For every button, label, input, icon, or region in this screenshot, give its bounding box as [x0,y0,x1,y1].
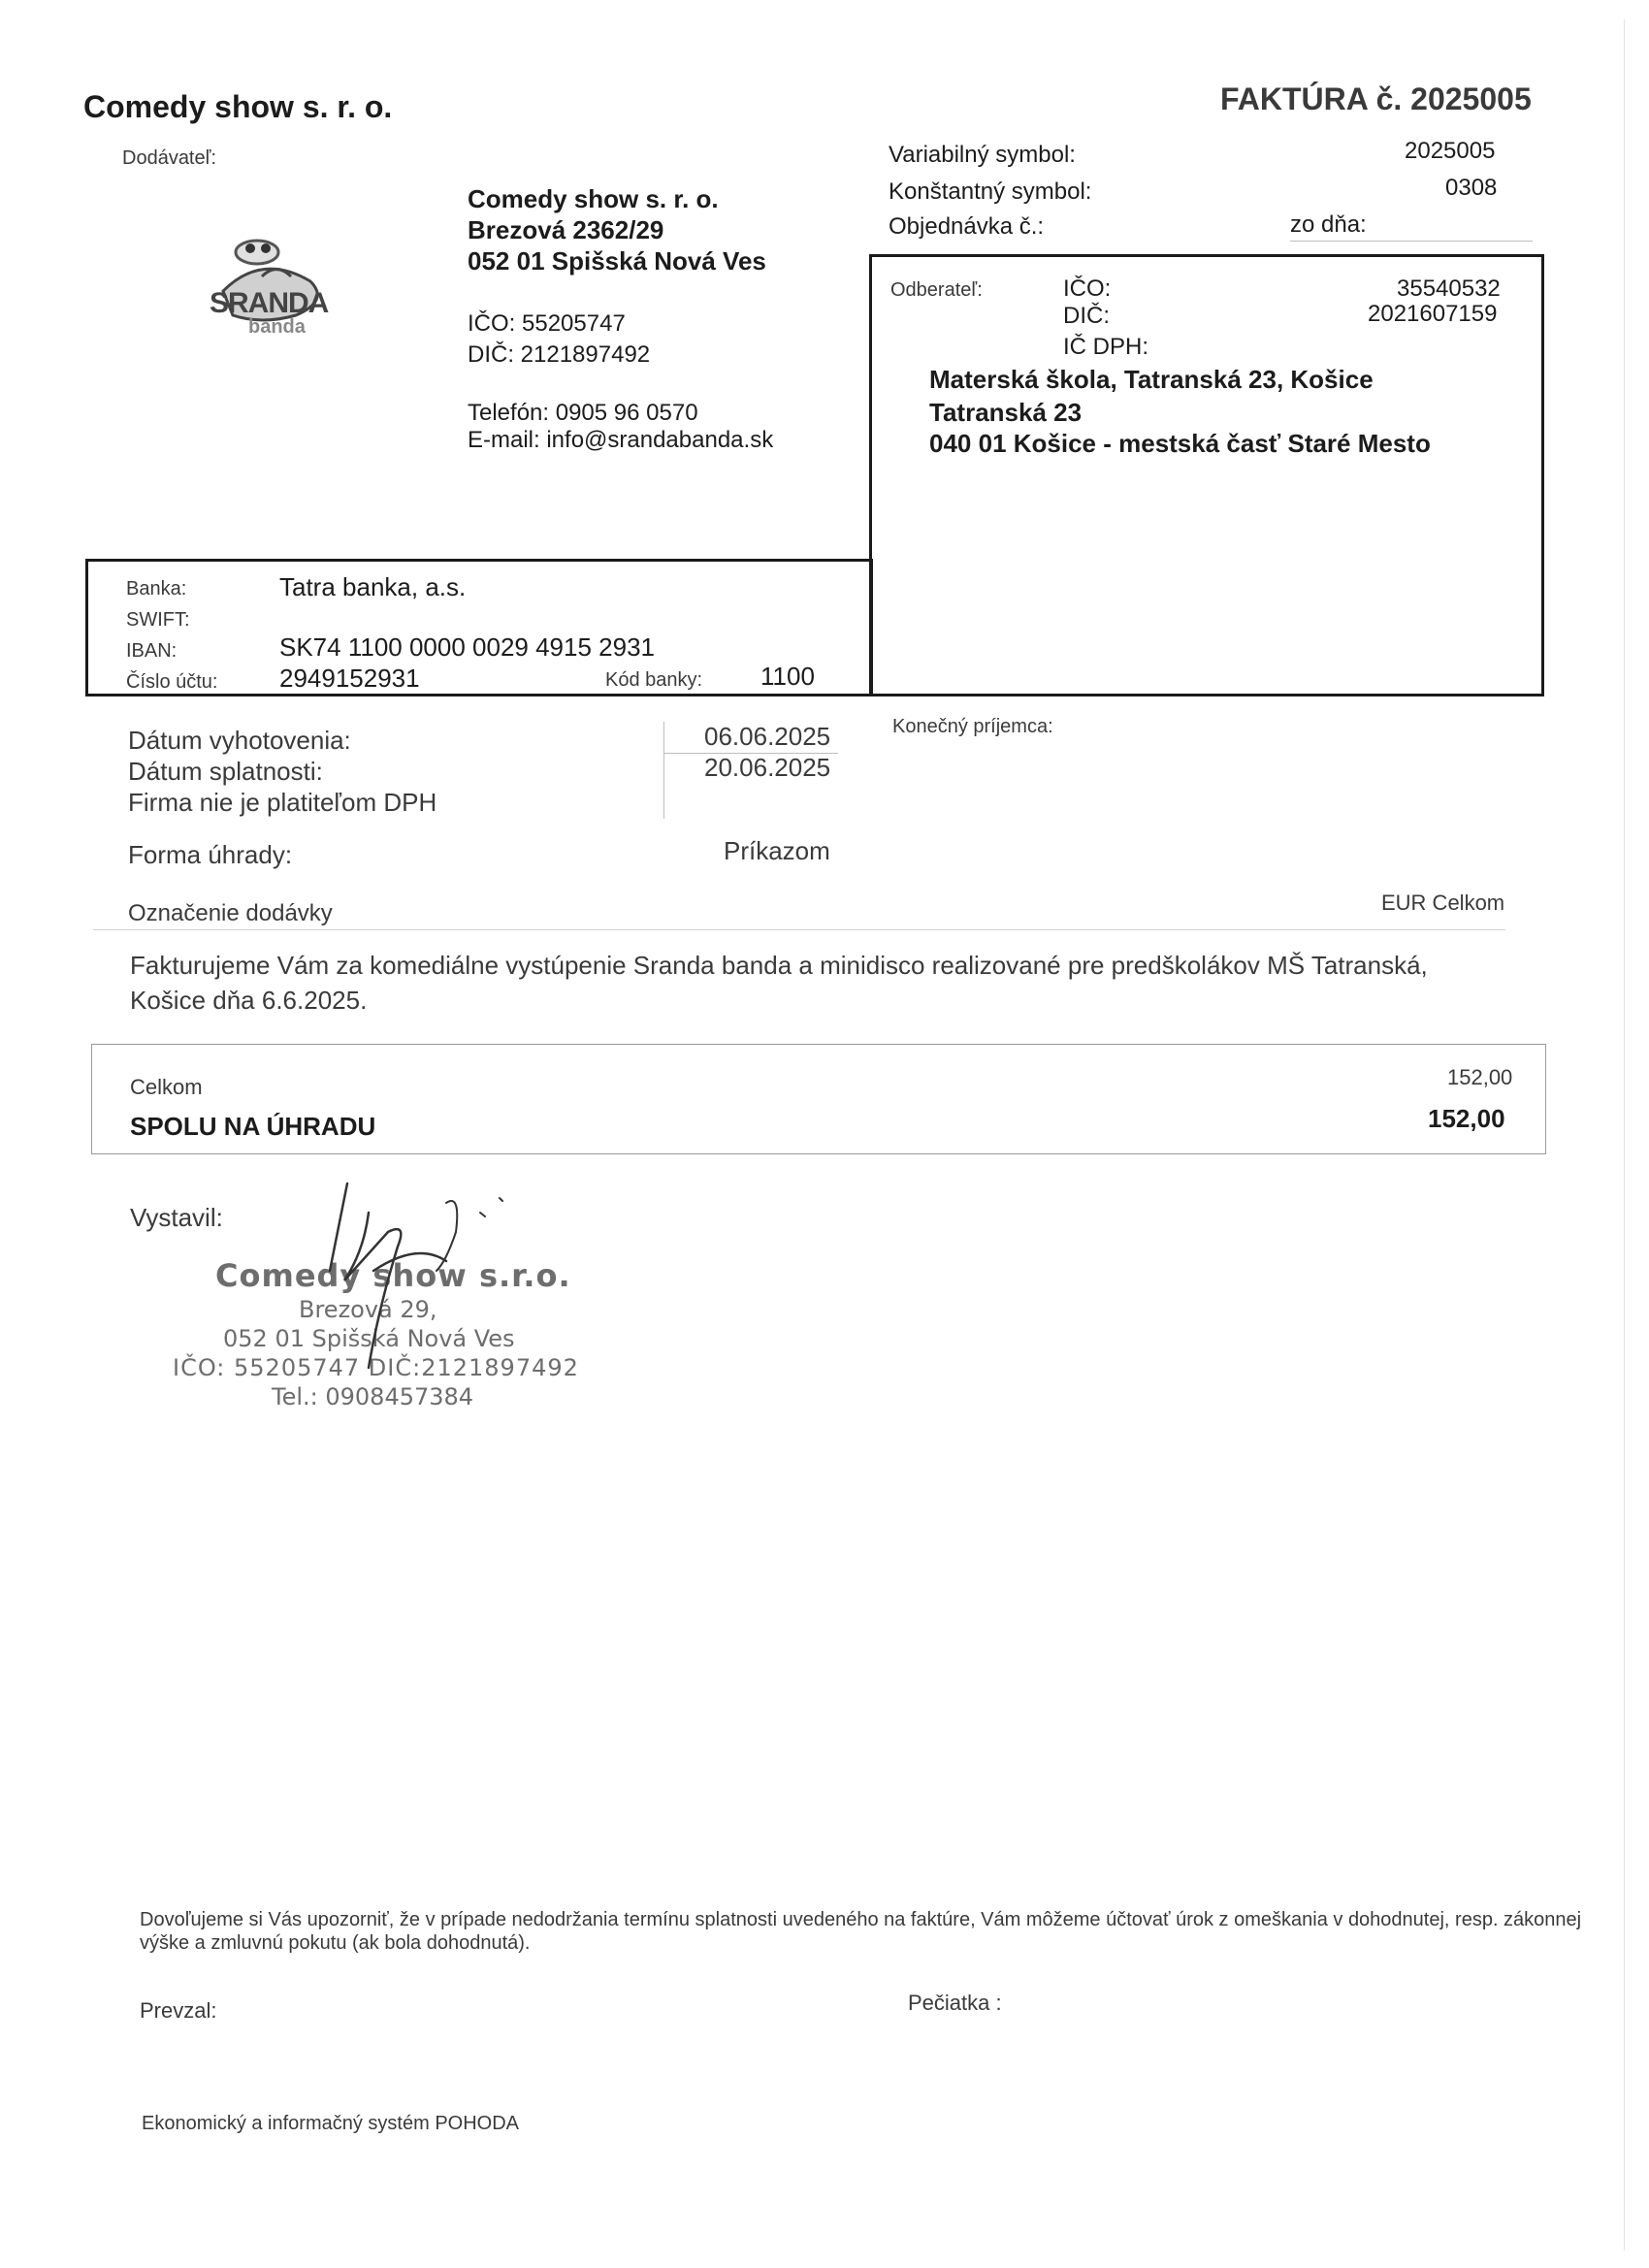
iban-value: SK74 1100 0000 0029 4915 2931 [279,632,655,662]
payment-method-label: Forma úhrady: [128,840,293,869]
supplier-email: E-mail: info@srandabanda.sk [468,427,774,453]
footer-notice-line1: Dovoľujeme si Vás upozorniť, že v prípade nedodržania termínu splatnosti uvedeného na faktúre, Vám môžeme účtovať úrok z omeškania v dohodnutej, resp. zákonnej [140,1909,1582,1930]
total-value: 152,00 [1447,1065,1513,1089]
swift-label: SWIFT: [126,609,190,631]
due-date-label: Dátum splatnosti: [128,757,323,786]
constant-symbol-label: Konštantný symbol: [889,178,1092,205]
supplier-name: Comedy show s. r. o. [468,184,719,213]
items-header-label: Označenie dodávky [128,900,333,926]
total-label: Celkom [130,1075,203,1099]
supplier-street: Brezová 2362/29 [468,215,664,244]
bank-label: Banka: [126,578,187,599]
received-by-label: Prevzal: [140,1998,217,2023]
due-date-value: 20.06.2025 [704,753,831,782]
supplier-label: Dodávateľ: [122,147,217,169]
vat-note: Firma nie je platiteľom DPH [128,788,437,817]
customer-ico-value: 35540532 [1397,275,1501,302]
invoice-title: FAKTÚRA č. 2025005 [1220,81,1532,116]
amount-due-label: SPOLU NA ÚHRADU [130,1112,376,1141]
supplier-phone: Telefón: 0905 96 0570 [468,400,698,426]
order-date-label: zo dňa: [1290,211,1367,238]
items-header-total: EUR Celkom [1381,891,1505,915]
payment-method-value: Príkazom [724,836,830,865]
bank-name: Tatra banka, a.s. [279,572,467,601]
bank-code-value: 1100 [760,662,815,691]
sranda-banda-logo [204,223,359,359]
footer-notice-line2: výške a zmluvnú pokutu (ak bola dohodnutá). [140,1932,531,1954]
customer-name: Materská škola, Tatranská 23, Košice [929,365,1374,394]
supplier-dic: DIČ: 2121897492 [468,341,651,368]
issued-by-label: Vystavil: [130,1203,223,1232]
customer-city: 040 01 Košice - mestská časť Staré Mesto [929,429,1431,458]
iban-label: IBAN: [126,640,178,662]
customer-ico-label: IČO: [1063,275,1112,302]
bank-code-label: Kód banky: [605,669,703,691]
customer-dic-value: 2021607159 [1368,301,1498,327]
stamp-street: Brezová 29, [299,1296,437,1323]
accounting-system-note: Ekonomický a informačný systém POHODA [142,2113,519,2134]
customer-label: Odberateľ: [890,279,983,301]
account-number-value: 2949152931 [279,664,420,693]
stamp-city: 052 01 Spišská Nová Ves [223,1325,515,1352]
stamp-ids: IČO: 55205747 DIČ:2121897492 [173,1354,579,1381]
variable-symbol-value: 2025005 [1405,138,1496,164]
supplier-ico: IČO: 55205747 [468,310,626,337]
company-name: Comedy show s. r. o. [83,89,393,124]
variable-symbol-label: Variabilný symbol: [889,142,1076,168]
issue-date-value: 06.06.2025 [704,722,831,751]
logo-text-banda: banda [248,316,306,338]
stamp-label: Pečiatka : [908,1991,1002,2015]
customer-street: Tatranská 23 [929,398,1083,427]
supplier-city: 052 01 Spišská Nová Ves [468,246,766,275]
constant-symbol-value: 0308 [1445,175,1498,201]
customer-icdph-label: IČ DPH: [1063,334,1149,360]
stamp-company: Comedy show s.r.o. [215,1257,571,1294]
stamp-phone: Tel.: 0908457384 [272,1383,474,1410]
signature-icon [301,1174,543,1397]
final-recipient-label: Konečný príjemca: [892,716,1053,737]
amount-due-value: 152,00 [1428,1104,1505,1133]
issue-date-label: Dátum vyhotovenia: [128,726,351,755]
item-description-line1: Fakturujeme Vám za komediálne vystúpenie Sranda banda a minidisco realizované pre predškolákov MŠ Tatranská, [130,951,1428,980]
customer-dic-label: DIČ: [1063,303,1110,329]
item-description-line2: Košice dňa 6.6.2025. [130,986,368,1015]
logo-text-sranda: SRANDA [210,287,329,319]
order-number-label: Objednávka č.: [889,213,1045,240]
account-number-label: Číslo účtu: [126,671,218,693]
